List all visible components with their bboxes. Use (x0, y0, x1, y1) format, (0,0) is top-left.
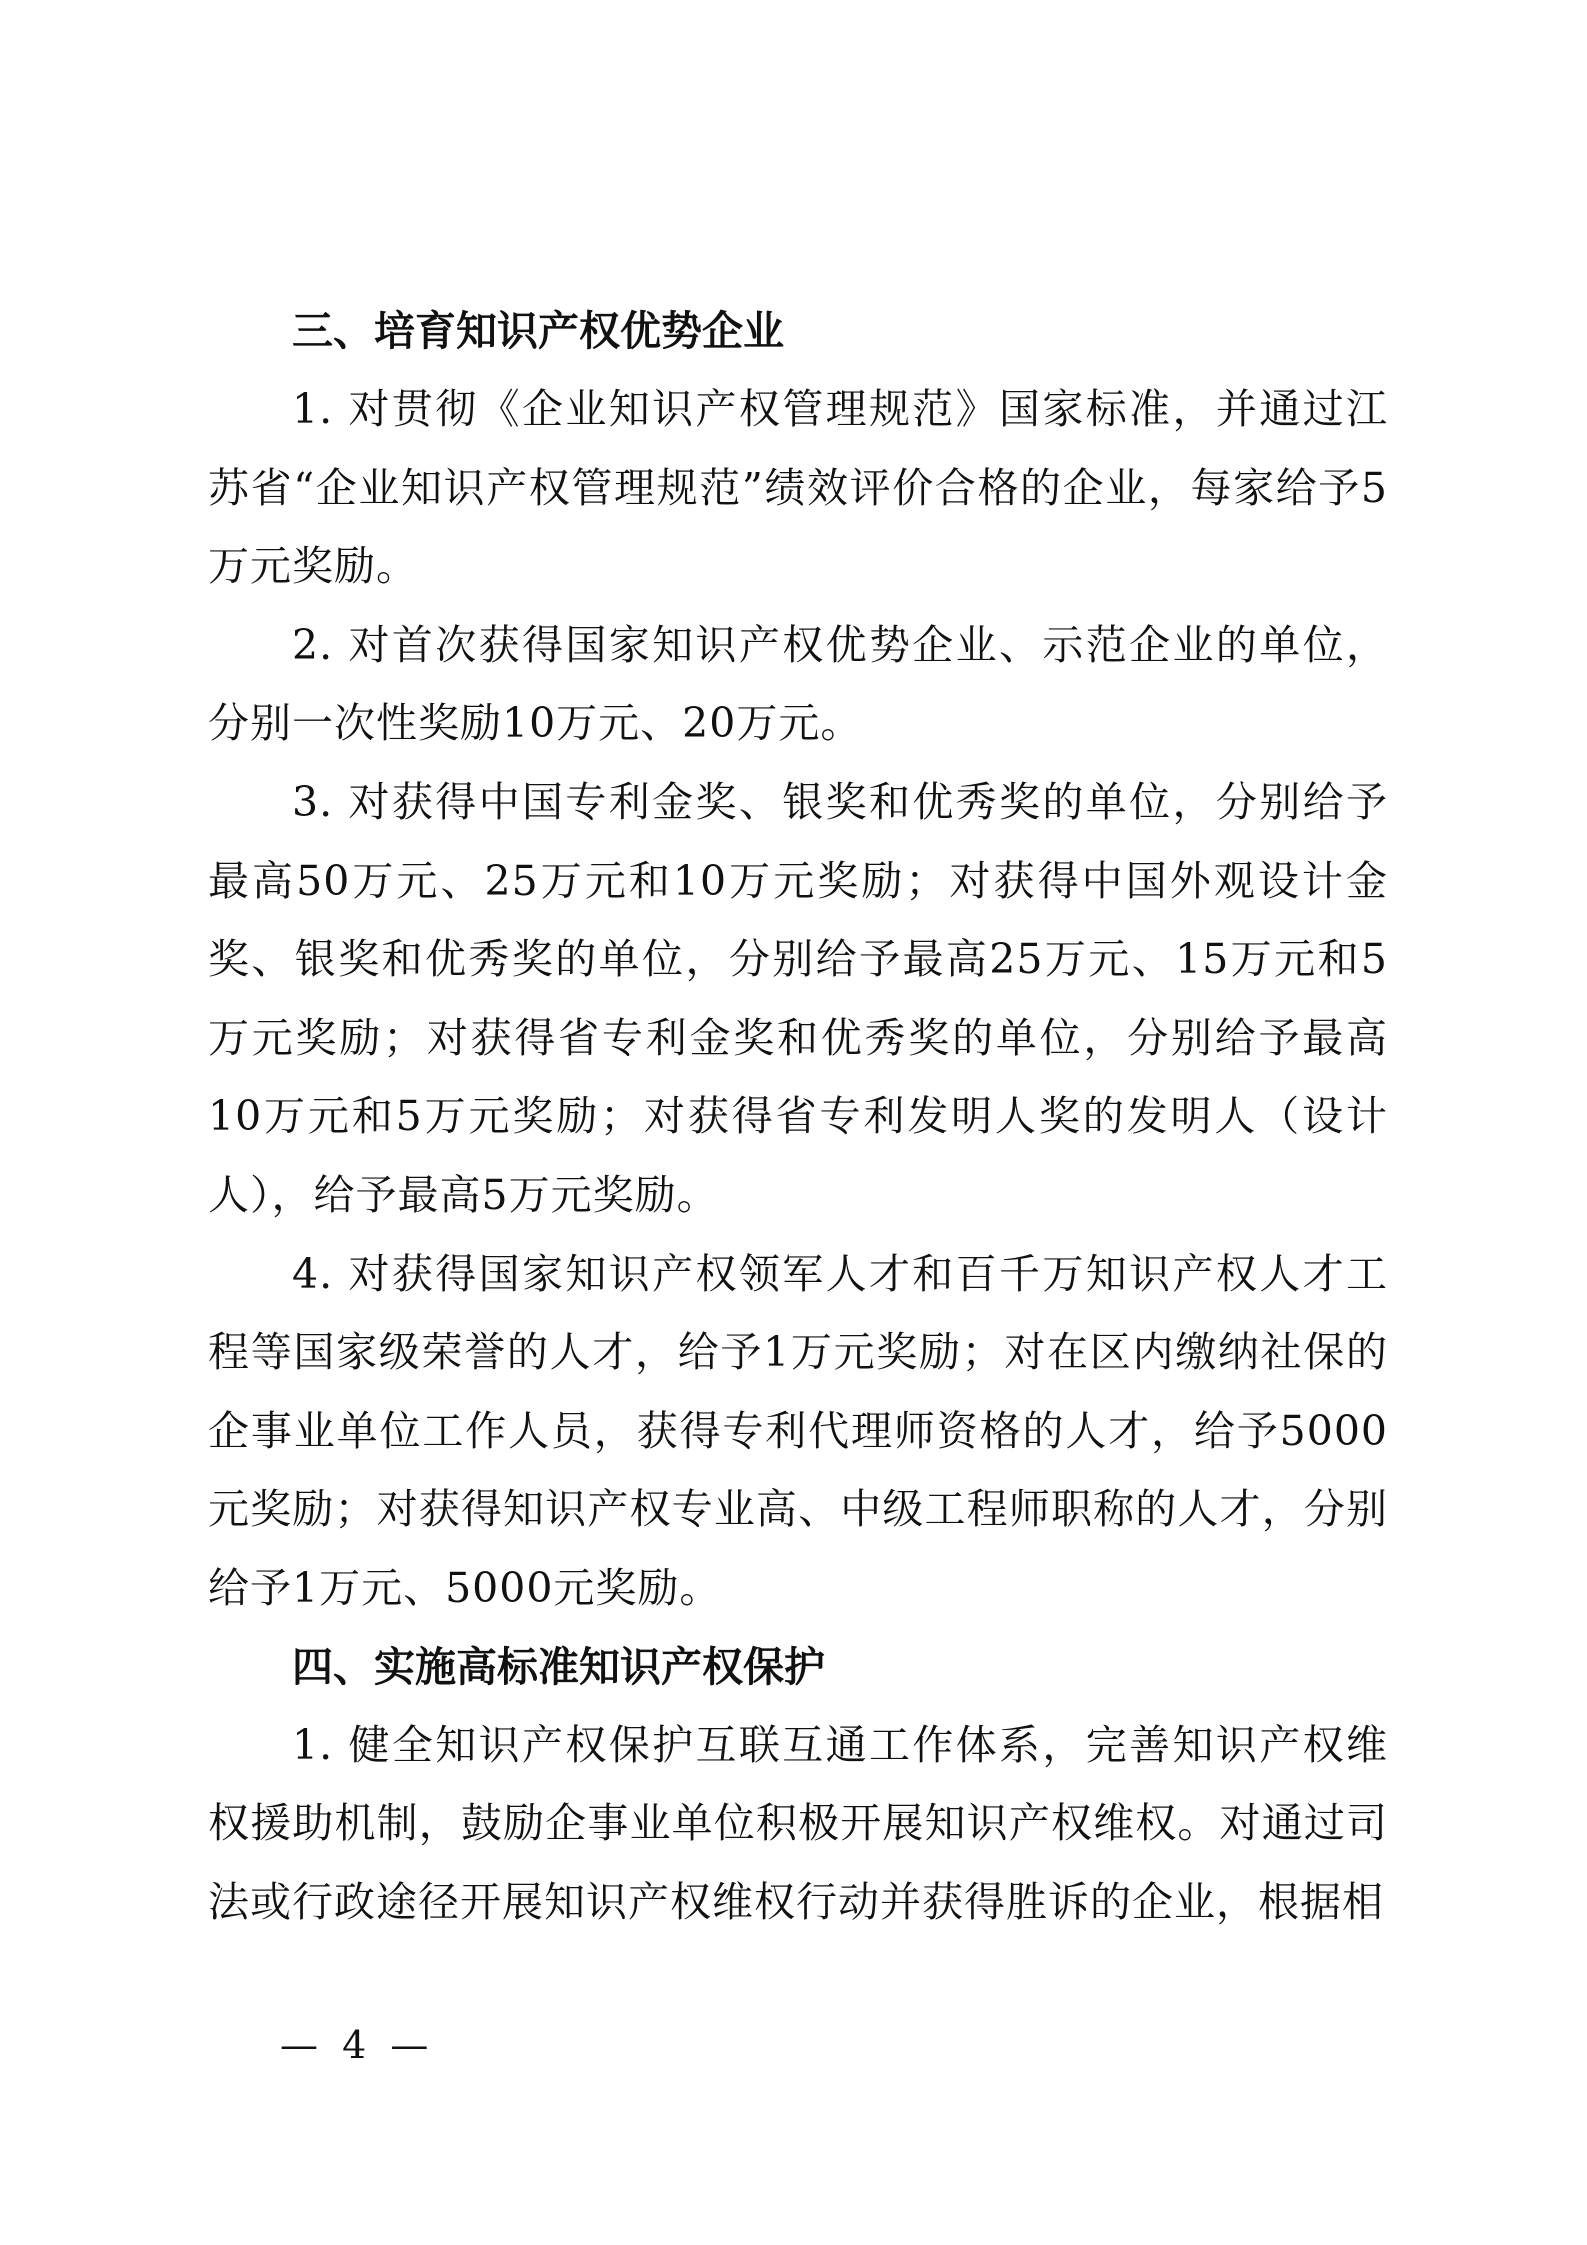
document-body (208, 292, 1388, 1941)
section-heading-3: 三、培育知识产权优势企业 (292, 307, 784, 355)
paragraph-3-1: 1. 对贯彻《企业知识产权管理规范》国家标准，并通过江苏省“企业知识产权管理规范”绩效评价合格的企业，每家给予5万元奖励。 (208, 385, 1388, 591)
paragraph-4-1: 1. 健全知识产权保护互联互通工作体系，完善知识产权维权援助机制，鼓励企事业单位积极开展知识产权维权。对通过司法或行政途径开展知识产权维权行动并获得胜诉的企业，根据相 (208, 1720, 1388, 1926)
section-heading-4: 四、实施高标准知识产权保护 (292, 1642, 825, 1691)
page-number: — 4 — (280, 2023, 435, 2067)
paragraph-3-3: 3. 对获得中国专利金奖、银奖和优秀奖的单位，分别给予最高50万元、25万元和10万元奖励；对获得中国外观设计金奖、银奖和优秀奖的单位，分别给予最高25万元、15万元和5万元奖励；对获得省专利金奖和优秀奖的单位，分别给予最高10万元和5万元奖励；对获得省专利发明人奖的发明人（设计人），给予最高5万元奖励。 (208, 777, 1388, 1219)
paragraph-3-2: 2. 对首次获得国家知识产权优势企业、示范企业的单位，分别一次性奖励10万元、20万元。 (208, 620, 1388, 748)
paragraph-3-4: 4. 对获得国家知识产权领军人才和百千万知识产权人才工程等国家级荣誉的人才，给予1万元奖励；对在区内缴纳社保的企事业单位工作人员，获得专利代理师资格的人才，给予5000元奖励；对获得知识产权专业高、中级工程师职称的人才，分别给予1万元、5000元奖励。 (208, 1249, 1388, 1612)
